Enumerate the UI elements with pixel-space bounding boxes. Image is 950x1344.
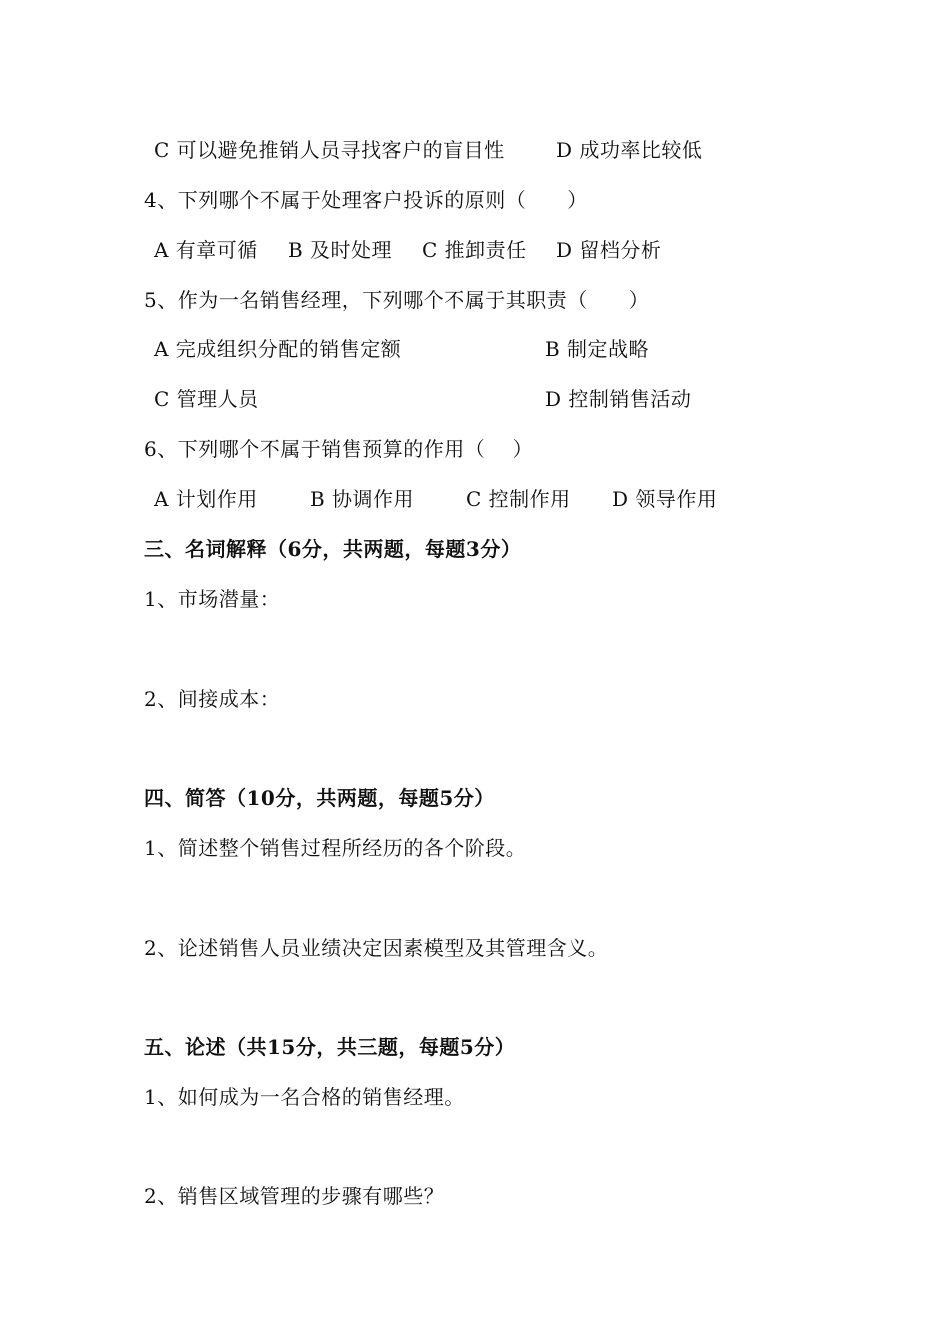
section-5-item-1: 1、如何成为一名合格的销售经理。 (144, 1085, 465, 1109)
q4-option-b: B 及时处理 (288, 238, 393, 262)
q3-option-d: D 成功率比较低 (556, 138, 703, 162)
q5-option-a: A 完成组织分配的销售定额 (154, 337, 402, 361)
section-4-heading: 四、简答（10分，共两题，每题5分） (144, 786, 495, 810)
q6-option-b: B 协调作用 (310, 487, 415, 511)
q4-option-a: A 有章可循 (154, 238, 258, 262)
section-3-item-1: 1、市场潜量： (144, 587, 281, 611)
q3-option-c: C 可以避免推销人员寻找客户的盲目性 (154, 138, 505, 162)
q5-option-c: C 管理人员 (154, 387, 259, 411)
section-3-item-2: 2、间接成本： (144, 687, 281, 711)
section-3-heading: 三、名词解释（6分，共两题，每题3分） (144, 537, 522, 561)
section-4-item-2: 2、论述销售人员业绩决定因素模型及其管理含义。 (144, 936, 609, 960)
q5-option-b: B 制定战略 (545, 337, 650, 361)
q4-option-d: D 留档分析 (556, 238, 662, 262)
section-5-heading: 五、论述（共15分，共三题，每题5分） (144, 1035, 516, 1059)
q4-stem: 4、下列哪个不属于处理客户投诉的原则（ ） (144, 188, 588, 212)
q4-option-c: C 推卸责任 (422, 238, 527, 262)
section-4-item-1: 1、简述整个销售过程所经历的各个阶段。 (144, 836, 527, 860)
q6-stem: 6、下列哪个不属于销售预算的作用（ ） (144, 437, 534, 461)
q5-option-d: D 控制销售活动 (545, 387, 692, 411)
q6-option-a: A 计划作用 (154, 487, 258, 511)
q6-option-d: D 领导作用 (612, 487, 718, 511)
q6-option-c: C 控制作用 (466, 487, 571, 511)
q5-stem: 5、作为一名销售经理，下列哪个不属于其职责（ ） (144, 288, 650, 312)
section-5-item-2: 2、销售区域管理的步骤有哪些？ (144, 1184, 445, 1208)
